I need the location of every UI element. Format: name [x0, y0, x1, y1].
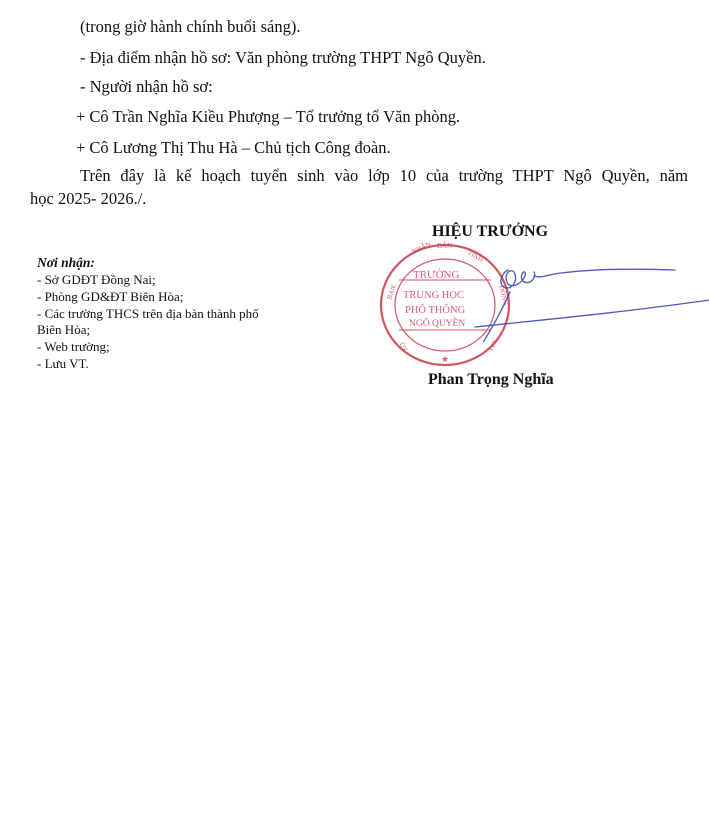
recipients-heading: Nơi nhận:: [37, 255, 95, 270]
recipient-item: - Phòng GD&ĐT Biên Hòa;: [37, 289, 184, 304]
svg-text:BAN: BAN: [385, 284, 398, 301]
text-line-submission-location: - Địa điểm nhận hồ sơ: Văn phòng trường THPT Ngô Quyền.: [80, 48, 486, 67]
text-line-receivers-label: - Người nhận hồ sơ:: [80, 77, 213, 96]
svg-text:NGÔ QUYỀN: NGÔ QUYỀN: [409, 319, 466, 329]
text-line-1: (trong giờ hành chính buổi sáng).: [80, 17, 301, 36]
closing-statement: Trên đây là kế hoạch tuyển sinh vào lớp 10 của trường THPT Ngô Quyền, năm: [80, 166, 688, 185]
text-line-receiver-2: + Cô Lương Thị Thu Hà – Chủ tịch Công đoàn.: [76, 138, 391, 157]
svg-text:ĐỒNG: ĐỒNG: [497, 284, 511, 307]
svg-text:ỦY: ỦY: [397, 341, 410, 354]
svg-text:NAI: NAI: [486, 337, 499, 352]
recipient-item: - Sở GDĐT Đồng Nai;: [37, 272, 156, 287]
signer-title: HIỆU TRƯỞNG: [432, 223, 549, 240]
recipient-item: - Các trường THCS trên địa bàn thành phố: [37, 306, 259, 321]
svg-text:DÂN: DÂN: [437, 242, 453, 250]
svg-text:TRƯỜNG: TRƯỜNG: [413, 269, 460, 281]
recipient-item: - Web trường;: [37, 339, 110, 354]
handwritten-signature: [470, 252, 709, 342]
svg-text:NHÂN: NHÂN: [410, 240, 433, 256]
svg-text:PHỔ THÔNG: PHỔ THÔNG: [405, 305, 466, 316]
closing-statement-continued: học 2025- 2026./.: [30, 189, 147, 208]
svg-text:TRUNG HỌC: TRUNG HỌC: [403, 290, 464, 301]
svg-text:TỈNH: TỈNH: [466, 248, 485, 265]
recipient-item: Biên Hòa;: [37, 322, 91, 337]
signer-name: Phan Trọng Nghĩa: [428, 371, 554, 388]
text-line-receiver-1: + Cô Trần Nghĩa Kiều Phượng – Tổ trưởng tổ Văn phòng.: [76, 107, 461, 126]
svg-text:★: ★: [441, 354, 450, 364]
recipient-item: - Lưu VT.: [37, 356, 89, 371]
